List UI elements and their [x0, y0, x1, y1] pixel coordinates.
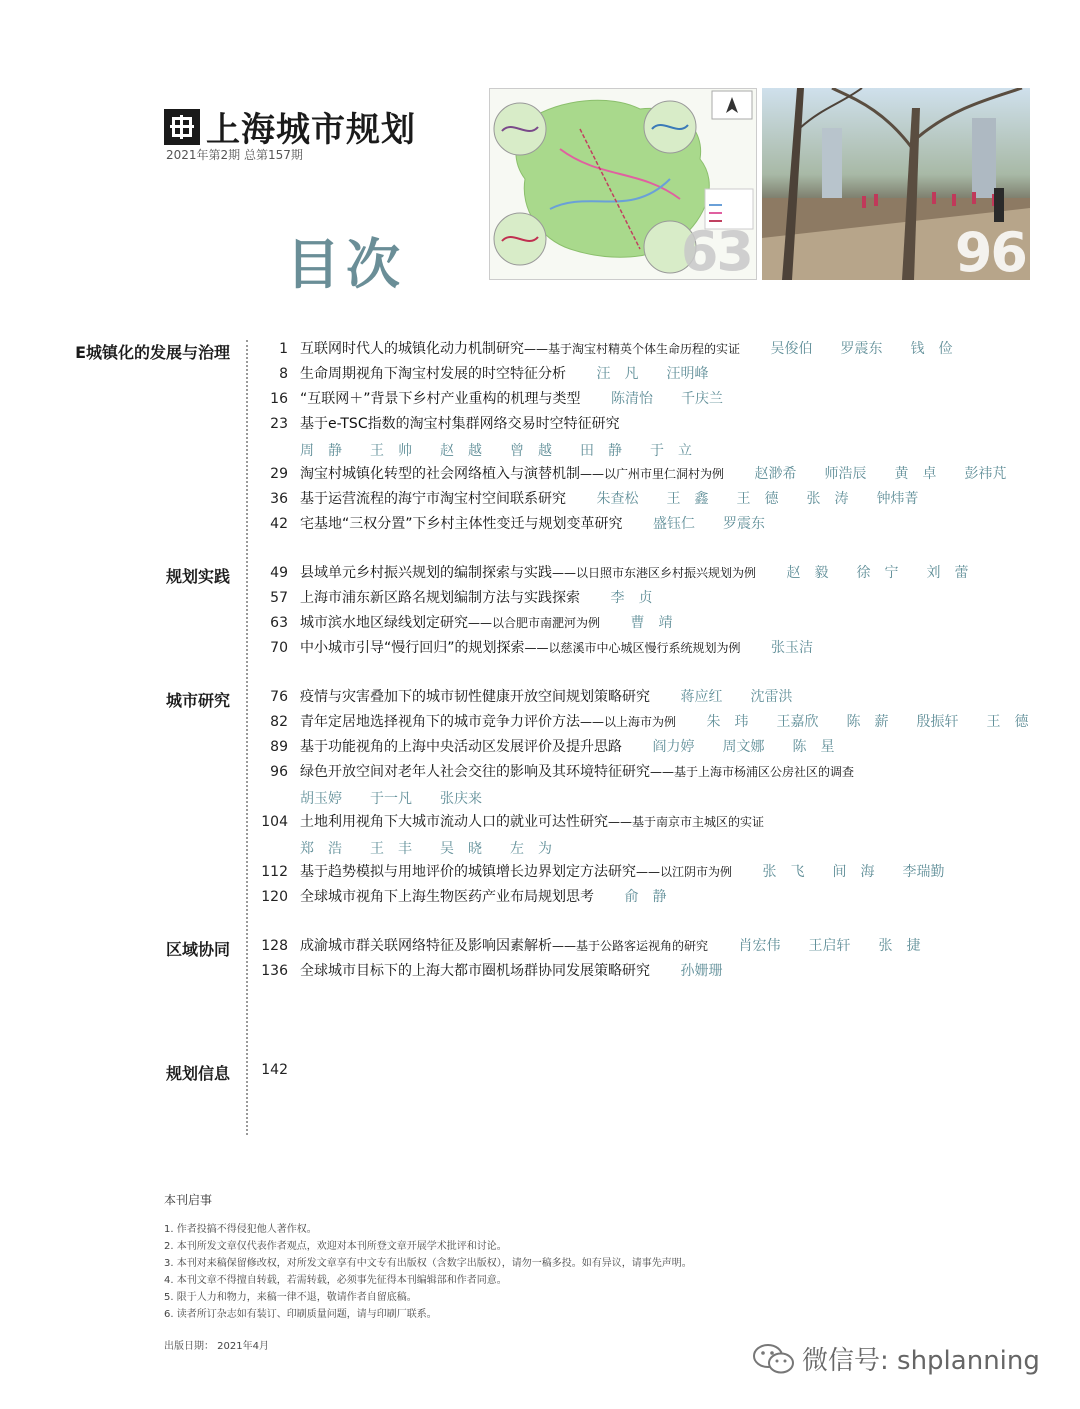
page-number: 23 [270, 416, 288, 432]
page-number: 8 [279, 366, 288, 382]
entry-title: 城市滨水地区绿线划定研究 [300, 615, 468, 631]
page-number: 76 [270, 689, 288, 705]
entry-authors: 汪 凡 汪明峰 [596, 366, 709, 382]
notice-item: 3. 本刊对来稿保留修改权，对所发文章享有中文专有出版权（含数字出版权），请勿一稿多投。如有异议，请事先声明。 [164, 1258, 692, 1269]
entry-title: 基于趋势模拟与用地评价的城镇增长边界划定方法研究 [300, 864, 636, 880]
toc-entry[interactable] [246, 962, 722, 980]
entry-title: 宅基地“三权分置”下乡村主体性变迁与规划变革研究 [300, 516, 623, 532]
entry-title: 上海市浦东新区路名规划编制方法与实践探索 [300, 590, 580, 606]
entry-title: 全球城市视角下上海生物医药产业布局规划思考 [300, 889, 594, 905]
entry-subtitle: ——以日照市东港区乡村振兴规划为例 [552, 566, 757, 580]
entry-title: 基于运营流程的海宁市淘宝村空间联系研究 [300, 491, 566, 507]
page-number: 89 [270, 739, 288, 755]
section-planning-practice: 规划实践 [165, 567, 230, 586]
toc-entry[interactable] [246, 614, 672, 632]
toc-entry[interactable] [246, 639, 813, 657]
entry-authors: 阎力婷 周文娜 陈 星 [652, 739, 835, 755]
section-regional: 区域协同 [165, 940, 230, 959]
entry-title: 土地利用视角下大城市流动人口的就业可达性研究 [300, 814, 608, 830]
page-number: 128 [261, 938, 288, 954]
entry-authors: 孙姗珊 [680, 963, 723, 979]
wechat-watermark [752, 1340, 1040, 1377]
toc-entry[interactable] [246, 490, 918, 508]
entry-authors: 蒋应红 沈雷洪 [680, 689, 793, 705]
toc-entry[interactable] [246, 365, 708, 383]
page-number: 96 [270, 764, 288, 780]
section-planning-info: 规划信息 [165, 1064, 230, 1083]
magazine-title: 上海城市规划 [206, 110, 416, 150]
park-page-number: 96 [954, 221, 1026, 280]
entry-title: 青年定居地选择视角下的城市竞争力评价方法 [300, 714, 580, 730]
entry-subtitle: ——基于上海市杨浦区公房社区的调查 [650, 765, 855, 779]
publication-date: 出版日期： 2021年4月 [164, 1341, 269, 1352]
entry-subtitle: ——以合肥市南淝河为例 [468, 616, 601, 630]
entry-subtitle: ——基于淘宝村精英个体生命历程的实证 [524, 342, 741, 356]
entry-authors: 盛钰仁 罗震东 [652, 516, 765, 532]
entry-authors: 张 飞 间 海 李瑞勤 [762, 864, 945, 880]
page-number: 1 [279, 341, 288, 357]
entry-authors: 朱查松 王 鑫 王 德 张 涛 钟炜菁 [596, 491, 919, 507]
entry-subtitle: ——基于公路客运视角的研究 [552, 939, 709, 953]
toc-entry[interactable] [246, 589, 652, 607]
page-number: 104 [261, 814, 288, 830]
notice-item: 4. 本刊文章不得擅自转载，若需转载，必须事先征得本刊编辑部和作者同意。 [164, 1275, 507, 1286]
page-number: 142 [261, 1062, 288, 1078]
toc-entry[interactable] [246, 1061, 300, 1079]
toc-entry[interactable] [246, 390, 723, 408]
page-number: 82 [270, 714, 288, 730]
entry-subtitle: ——以上海市为例 [580, 715, 677, 729]
entry-title: 基于功能视角的上海中央活动区发展评价及提升思路 [300, 739, 622, 755]
notice-item: 5. 限于人力和物力，来稿一律不退，敬请作者自留底稿。 [164, 1292, 417, 1303]
entry-authors: 肖宏伟 王启轩 张 捷 [738, 938, 921, 954]
page-number: 36 [270, 491, 288, 507]
page-number: 120 [261, 889, 288, 905]
entry-authors: 吴俊伯 罗震东 钱 俭 [770, 341, 953, 357]
toc-entry[interactable] [246, 340, 952, 358]
toc-entry[interactable] [246, 738, 834, 756]
entry-subtitle: ——以广州市里仁洞村为例 [580, 467, 725, 481]
entry-authors: 俞 静 [624, 889, 667, 905]
toc-entry[interactable] [246, 515, 765, 533]
page-number: 112 [261, 864, 288, 880]
entry-subtitle: ——基于南京市主城区的实证 [608, 815, 765, 829]
entry-title: 全球城市目标下的上海大都市圈机场群协同发展策略研究 [300, 963, 650, 979]
toc-entry[interactable] [246, 813, 764, 831]
toc-entry[interactable] [246, 888, 666, 906]
entry-subtitle: ——以江阴市为例 [636, 865, 733, 879]
entry-authors: 曹 靖 [630, 615, 673, 631]
toc-entry[interactable] [246, 564, 968, 582]
entry-authors: 李 贞 [610, 590, 653, 606]
wechat-id: 微信号: shplanning [802, 1346, 1040, 1376]
wechat-icon [752, 1342, 796, 1376]
issue-info: 2021年第2期 总第157期 [166, 148, 303, 162]
section-urban-research: 城市研究 [165, 691, 230, 710]
page-number: 70 [270, 640, 288, 656]
entry-title: 中小城市引导“慢行回归”的规划探索 [300, 640, 525, 656]
notice-item: 1. 作者投搞不得侵犯他人著作权。 [164, 1224, 317, 1235]
entry-authors: 赵 毅 徐 宁 刘 蕾 [786, 565, 969, 581]
section-urbanization: E城镇化的发展与治理 [75, 343, 230, 362]
entry-title: 绿色开放空间对老年人社会交往的影响及其环境特征研究 [300, 764, 650, 780]
toc-entry[interactable] [246, 688, 792, 706]
map-figure [489, 88, 757, 280]
notice-title: 本刊启事 [164, 1193, 213, 1207]
toc-entry[interactable] [246, 713, 1028, 731]
page-number: 29 [270, 466, 288, 482]
page-number: 49 [270, 565, 288, 581]
page-number: 42 [270, 516, 288, 532]
entry-title: 基于e-TSC指数的淘宝村集群网络交易时空特征研究 [300, 416, 620, 432]
page-number: 57 [270, 590, 288, 606]
entry-title: 成渝城市群关联网络特征及影响因素解析 [300, 938, 552, 954]
toc-entry[interactable] [246, 415, 620, 433]
entry-subtitle: ——以慈溪市中心城区慢行系统规划为例 [524, 641, 741, 655]
entry-title: 互联网时代人的城镇化动力机制研究 [300, 341, 524, 357]
entry-authors: 周 静 王 帅 赵 越 曾 越 田 静 于 立 [300, 443, 692, 459]
toc-entry[interactable] [246, 937, 920, 955]
entry-authors: 胡玉婷 于一凡 张庆来 [300, 791, 482, 807]
toc-entry[interactable] [246, 763, 854, 781]
logo-mark-icon [164, 109, 200, 145]
entry-title: 生命周期视角下淘宝村发展的时空特征分析 [300, 366, 566, 382]
page-number: 63 [270, 615, 288, 631]
entry-authors: 陈清怡 千庆兰 [610, 391, 723, 407]
entry-authors: 赵渺希 师浩辰 黄 卓 彭祎芃 [754, 466, 1007, 482]
entry-title: 县域单元乡村振兴规划的编制探索与实践 [300, 565, 552, 581]
toc-title: 目次 [286, 233, 406, 296]
map-page-number: 63 [680, 220, 752, 280]
magazine-logo [164, 102, 416, 151]
page-number: 16 [270, 391, 288, 407]
toc-entry[interactable] [246, 465, 1006, 483]
entry-authors: 朱 玮 王嘉欣 陈 薪 殷振轩 王 德 [706, 714, 1029, 730]
park-photo [762, 88, 1030, 280]
entry-authors: 郑 浩 王 丰 吴 晓 左 为 [300, 841, 552, 857]
entry-authors: 张玉洁 [770, 640, 813, 656]
toc-entry[interactable] [246, 863, 944, 881]
entry-title: 淘宝村城镇化转型的社会网络植入与演替机制 [300, 466, 580, 482]
entry-title: “互联网＋”背景下乡村产业重构的机理与类型 [300, 391, 581, 407]
notice-item: 6. 读者所订杂志如有装订、印刷质量问题，请与印刷厂联系。 [164, 1309, 437, 1320]
notice-item: 2. 本刊所发文章仅代表作者观点，欢迎对本刊所登文章开展学术批评和讨论。 [164, 1241, 507, 1252]
page-number: 136 [261, 963, 288, 979]
entry-title: 疫情与灾害叠加下的城市韧性健康开放空间规划策略研究 [300, 689, 650, 705]
